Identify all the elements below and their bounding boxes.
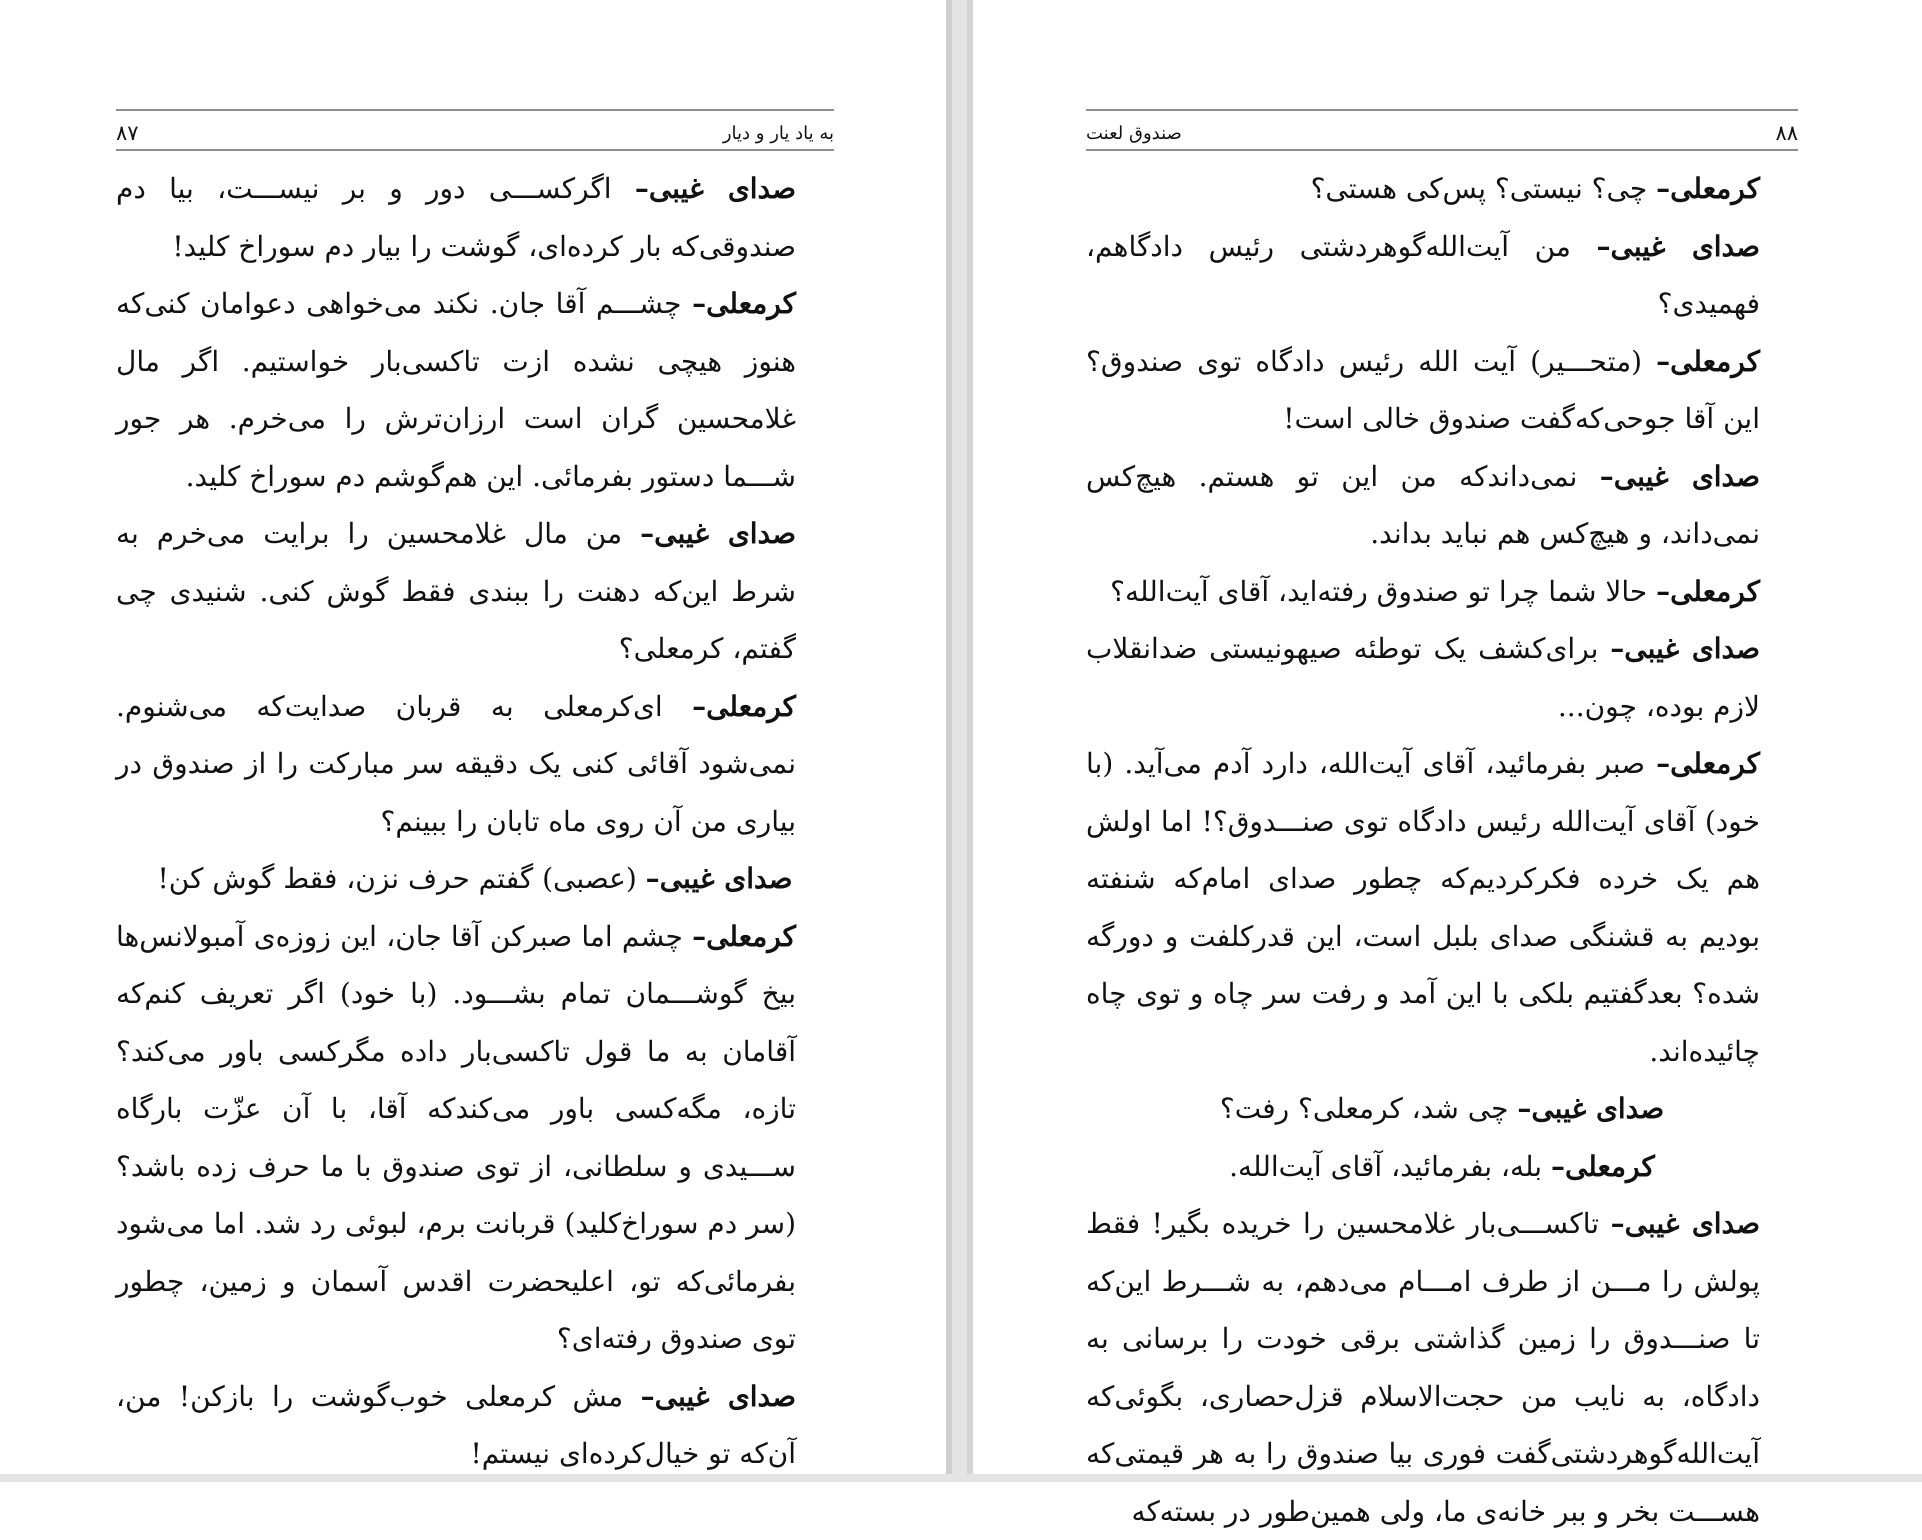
right-header-rule: [1086, 149, 1798, 151]
left-running-title: به یاد یار و دیار: [722, 122, 834, 144]
left-header-rule: [116, 149, 834, 151]
speaker-dash: –: [692, 919, 707, 953]
dialogue-text: برای‌کشف یک توطئه صیهونیستی ضدانقلاب لازم بوده، چون...: [1086, 632, 1760, 723]
speaker-name: کرمعلی: [1670, 747, 1760, 780]
speaker-name: صدای غیبی: [654, 1379, 796, 1413]
page-gutter: [946, 0, 973, 1482]
speaker-name: کرمعلی: [706, 689, 796, 723]
speaker-dash: –: [1656, 574, 1671, 608]
dialogue-text: اگرکســـی دور و بر نیســـت، بیا دم صندوقی‌که بار کرده‌ای، گوشت را بیار دم سوراخ کلید!: [116, 172, 796, 263]
dialogue-paragraph: [116, 678, 834, 851]
right-running-header: [1086, 118, 1798, 148]
dialogue-text: (متحـــیر) آیت الله رئیس دادگاه توی صندوق؟ این آقا جوحی‌که‌گفت صندوق خالی است!: [1086, 344, 1760, 435]
speaker-dash: –: [640, 517, 655, 550]
speaker-name: صدای غیبی: [659, 862, 793, 895]
speaker-name: صدای غیبی: [1624, 1207, 1760, 1240]
dialogue-text: (عصبی) گفتم حرف نزن، فقط گوش کن!: [157, 862, 646, 895]
speaker-name: صدای غیبی: [1624, 632, 1761, 665]
speaker-dash: –: [692, 689, 707, 723]
speaker-dash: –: [1596, 229, 1611, 263]
dialogue-text: تاکســـی‌بار غلامحسین را خریده بگیر! فقط پولش را مـــن از طرف امـــام می‌دهم، به شـــرط این‌که تا صنـــدوق را زمین گذاشتی برقی خودت را برسانی به دادگاه، به نایب من حجت‌الاسلام قزل‌حصاری، بگوئی‌که آیت‌الله‌گوهردشتی‌گفت فوری بیا صندوق را به هر قیمتی‌که هســـت بخر و ببر خانه‌ی ما، ولی همین‌طور در بسته‌که: [1086, 1207, 1760, 1528]
gutter-shadow-left: [946, 0, 952, 1482]
speaker-name: کرمعلی: [1564, 1149, 1655, 1183]
dialogue-paragraph: [1086, 333, 1798, 448]
speaker-dash: –: [1517, 1092, 1532, 1125]
dialogue-paragraph: [116, 160, 834, 275]
right-page: [973, 0, 1922, 1528]
dialogue-text: من آیت‌الله‌گوهردشتی رئیس دادگاهم، فهمیدی؟: [1086, 229, 1760, 320]
speaker-name: کرمعلی: [706, 287, 796, 320]
right-top-rule: [1086, 109, 1798, 111]
speaker-name: کرمعلی: [1670, 344, 1760, 378]
dialogue-paragraph: [1086, 735, 1798, 1080]
dialogue-text: حالا شما چرا تو صندوق رفته‌اید، آقای آیت‌الله؟: [1110, 574, 1657, 608]
speaker-dash: –: [645, 862, 660, 895]
dialogue-text: چی شد، کرمعلی؟ رفت؟: [1219, 1092, 1518, 1125]
right-page-body: [1086, 160, 1798, 1540]
left-page-number: ۸۷: [116, 121, 139, 145]
speaker-dash: –: [1550, 1149, 1565, 1183]
speaker-dash: –: [1656, 172, 1671, 205]
dialogue-paragraph: [1086, 1195, 1798, 1540]
left-page: [0, 0, 946, 1474]
speaker-dash: –: [1656, 747, 1671, 780]
dialogue-text: صبر بفرمائید، آقای آیت‌الله، دارد آدم می‌آید. (با خود) آقای آیت‌الله رئیس دادگاه توی صنـــدوق؟! اما اولش هم یک خرده فکرکردیم‌که چطور صدای امام‌که شنفته بودیم به قشنگی صدای بلبل است، این قدرکلفت و دورگه شده؟ بعدگفتیم بلکی با این آمد و رفت سر چاه و توی چاه چائیده‌اند.: [1086, 747, 1760, 1068]
speaker-name: صدای غیبی: [654, 517, 797, 550]
dialogue-paragraph: [1086, 218, 1798, 333]
dialogue-text: چشم اما صبرکن آقا جان، این زوزه‌ی آمبولانس‌ها بیخ گوشـــمان تمام بشـــود. (با خود) اگر تعریف کنم‌که آقامان به ما قول تاکسی‌بار داده مگرکسی باور می‌کند؟ تازه، مگه‌کسی باور می‌کندکه آقا، با آن عزّت بارگاه ســـیدی و سلطانی، از توی صندوق با ما حرف زده باشد؟ (سر دم سوراخ‌کلید) قربانت برم، لبوئی رد شد. اما می‌شود بفرمائی‌که تو، اعلیحضرت اقدس آسمان و زمین، چطور توی صندوق رفته‌ای؟: [116, 919, 796, 1355]
left-running-header: [116, 118, 834, 148]
dialogue-paragraph: [116, 850, 834, 908]
speaker-dash: –: [1599, 459, 1614, 493]
dialogue-paragraph: [116, 275, 834, 505]
dialogue-text: بله، بفرمائید، آقای آیت‌الله.: [1229, 1149, 1551, 1183]
dialogue-paragraph: [116, 505, 834, 678]
speaker-name: کرمعلی: [706, 919, 796, 953]
speaker-dash: –: [1610, 1207, 1625, 1240]
speaker-name: صدای غیبی: [1613, 459, 1760, 493]
speaker-dash: –: [640, 1379, 655, 1413]
speaker-dash: –: [1656, 344, 1671, 378]
speaker-name: صدای غیبی: [1610, 229, 1760, 263]
dialogue-paragraph: [1086, 160, 1798, 218]
speaker-dash: –: [634, 172, 649, 205]
right-page-number: ۸۸: [1775, 121, 1798, 145]
dialogue-text: چی؟ نیستی؟ پس‌کی هستی؟: [1310, 172, 1657, 205]
dialogue-paragraph: [116, 908, 834, 1368]
dialogue-paragraph: [1086, 563, 1798, 621]
dialogue-paragraph: [1086, 1138, 1798, 1196]
speaker-name: کرمعلی: [1670, 172, 1760, 205]
dialogue-text: من مال غلامحسین را برایت می‌خرم به شرط این‌که دهنت را ببندی فقط گوش کنی. شنیدی چی گفتم، کرمعلی؟: [116, 517, 796, 665]
dialogue-paragraph: [1086, 620, 1798, 735]
dialogue-text: چشـــم آقا جان. نکند می‌خواهی دعوامان کنی‌که هنوز هیچی نشده ازت تاکسی‌بار خواستیم. اگر مال غلامحسین گران است ارزان‌ترش را می‌خرم. هر جور شـــما دستور بفرمائی. این هم‌گوشم دم سوراخ کلید.: [116, 287, 796, 493]
dialogue-paragraph: [1086, 1080, 1798, 1138]
speaker-dash: –: [1610, 632, 1625, 665]
speaker-name: صدای غیبی: [648, 172, 796, 205]
speaker-dash: –: [692, 287, 707, 320]
speaker-name: کرمعلی: [1670, 574, 1760, 608]
dialogue-text: ای‌کرمعلی به قربان صدایت‌که می‌شنوم. نمی‌شود آقائی کنی یک دقیقه سر مبارکت را از صندوق در بیاری من آن روی ماه تابان را ببینم؟: [116, 689, 796, 838]
speaker-name: صدای غیبی: [1531, 1092, 1665, 1125]
left-top-rule: [116, 109, 834, 111]
dialogue-text: نمی‌داندکه من این تو هستم. هیچ‌کس نمی‌داند، و هیچ‌کس هم نباید بداند.: [1086, 459, 1760, 550]
dialogue-paragraph: [1086, 448, 1798, 563]
right-running-title: صندوق لعنت: [1086, 122, 1182, 144]
dialogue-paragraph: [116, 1368, 834, 1483]
dialogue-text: مش کرمعلی خوب‌گوشت را بازکن! من، آن‌که تو خیال‌کرده‌ای نیستم!: [116, 1379, 796, 1470]
left-page-body: [116, 160, 834, 1483]
